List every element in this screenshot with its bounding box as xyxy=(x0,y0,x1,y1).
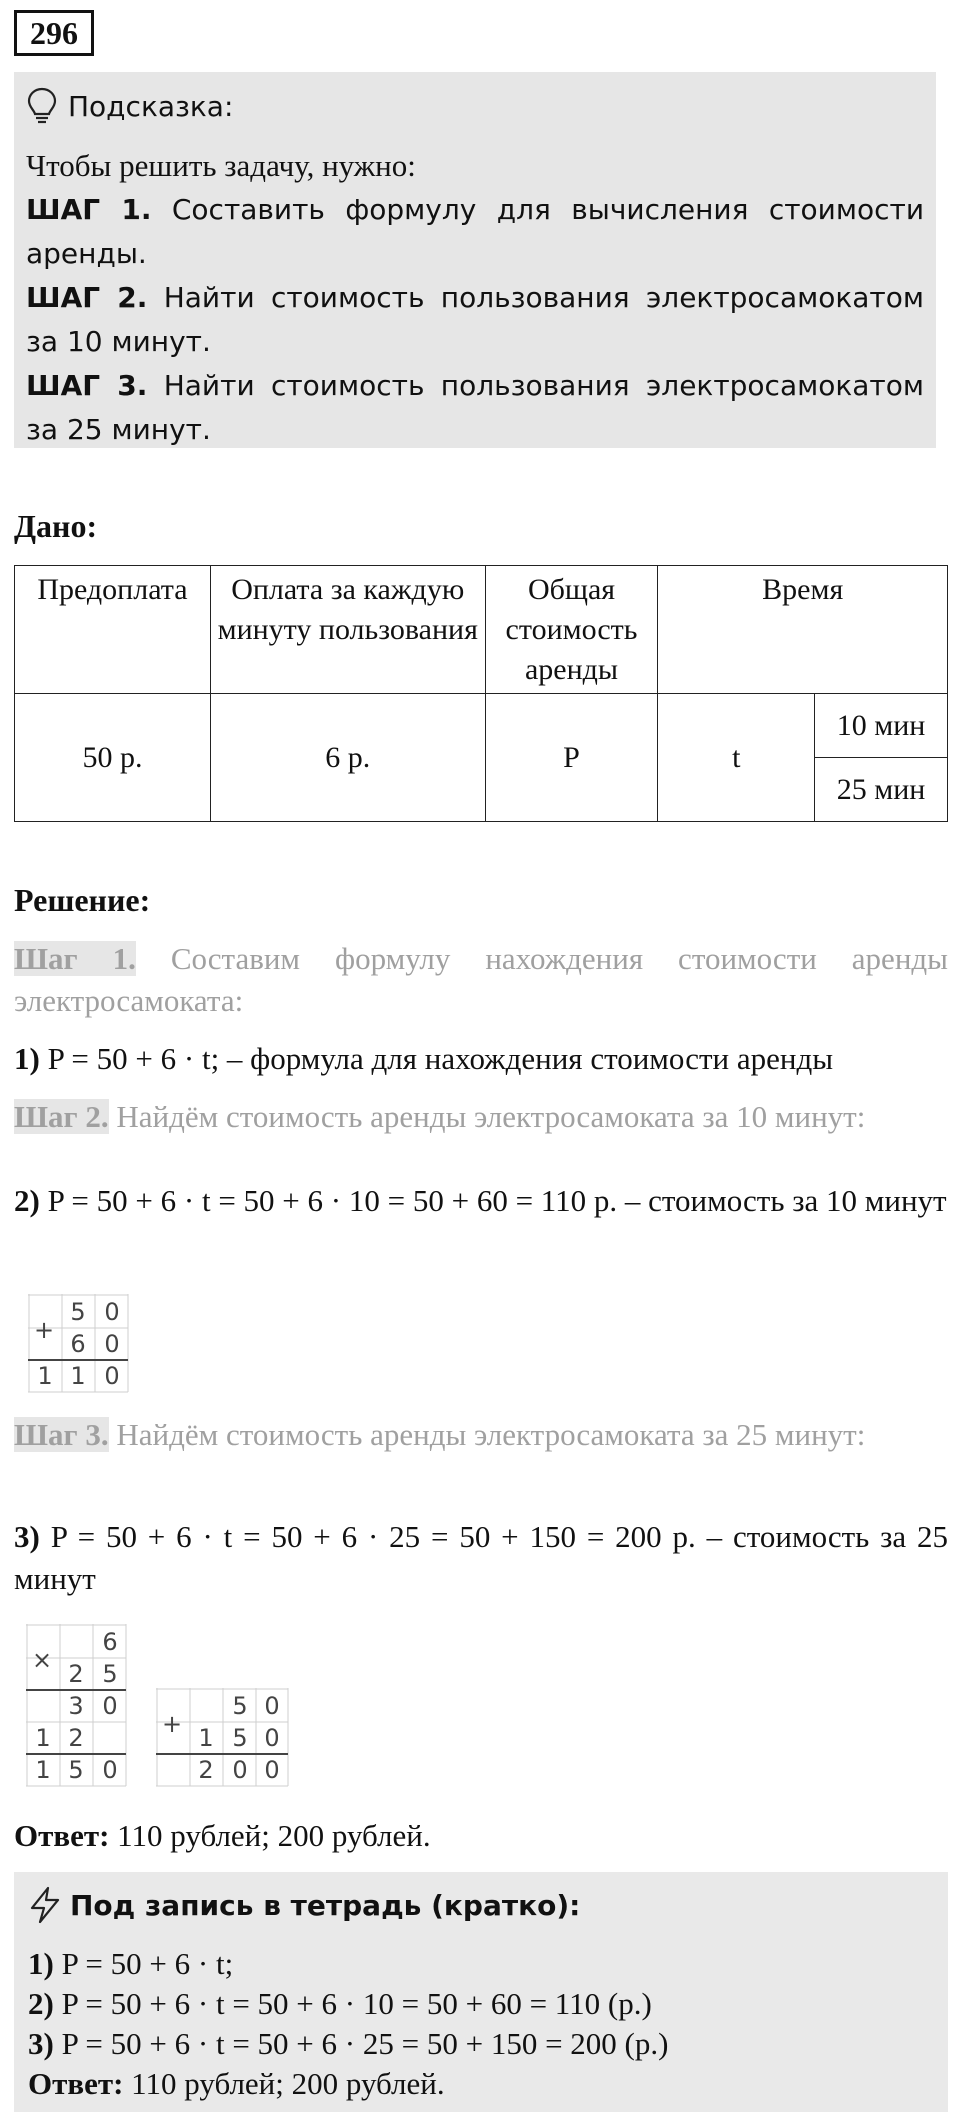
hint-step-label: ШАГ 1. xyxy=(26,193,152,226)
line-text: P = 50 + 6 · t = 50 + 6 · 10 = 50 + 60 = 110 р. – стоимость за 10 минут xyxy=(47,1183,947,1218)
calc-digit: 0 xyxy=(264,1724,280,1752)
notebook-title: Под запись в тетрадь (кратко): xyxy=(70,1888,581,1922)
calc-digit: 1 xyxy=(70,1362,86,1390)
calc-digit: 3 xyxy=(68,1692,84,1720)
calc-digit: 2 xyxy=(198,1756,214,1784)
solution-line-2 xyxy=(14,1180,948,1222)
line-number: 3) xyxy=(14,1519,40,1554)
answer-text: 110 рублей; 200 рублей. xyxy=(117,1818,431,1853)
notebook-line-1 xyxy=(28,1944,934,1984)
calc-digit: 2 xyxy=(68,1660,84,1688)
notebook-header xyxy=(28,1878,934,1932)
hint-step-text: Составить формулу для вычисления стоимости аренды. xyxy=(26,193,925,270)
notebook-box xyxy=(14,1872,948,2112)
line-text: P = 50 + 6 · t; – формула для нахождения стоимости аренды xyxy=(47,1041,834,1076)
answer-line xyxy=(14,1818,431,1854)
calc-sign: × xyxy=(31,1646,53,1674)
lightning-icon xyxy=(28,1886,62,1924)
hint-step-3 xyxy=(26,364,924,452)
given-table xyxy=(14,565,948,822)
lightbulb-icon xyxy=(26,87,58,125)
step-text: Найдём стоимость аренды электросамоката за 25 минут: xyxy=(116,1417,866,1452)
cell-time-10: 10 мин xyxy=(815,694,948,758)
step-label: Шаг 3. xyxy=(14,1417,109,1452)
task-number: 296 xyxy=(14,10,94,56)
hint-box xyxy=(14,72,936,448)
calc-digit: 0 xyxy=(102,1756,118,1784)
answer-text: 110 рублей; 200 рублей. xyxy=(131,2066,445,2101)
hint-title: Подсказка: xyxy=(68,89,234,123)
line-text: P = 50 + 6 · t = 50 + 6 · 25 = 50 + 150 = 200 (р.) xyxy=(61,2026,669,2061)
hint-step-label: ШАГ 3. xyxy=(26,369,148,402)
notebook-answer xyxy=(28,2064,934,2104)
calc-digit: 0 xyxy=(232,1756,248,1784)
answer-label: Ответ: xyxy=(28,2066,124,2101)
notebook-line-3 xyxy=(28,2024,934,2064)
step-label: Шаг 1. xyxy=(14,941,136,976)
solution-line-3 xyxy=(14,1516,948,1600)
step-label: Шаг 2. xyxy=(14,1099,109,1134)
calc-digit: 5 xyxy=(68,1756,84,1784)
calc-digit: 1 xyxy=(35,1756,51,1784)
calc-digit: 0 xyxy=(104,1330,120,1358)
answer-label: Ответ: xyxy=(14,1818,110,1853)
column-addition-2 xyxy=(156,1688,290,1795)
cell-time-25: 25 мин xyxy=(815,758,948,822)
line-number: 1) xyxy=(28,1946,54,1981)
column-multiplication xyxy=(26,1624,130,1795)
hint-intro: Чтобы решить задачу, нужно: xyxy=(26,148,416,183)
solution-step-2 xyxy=(14,1096,948,1138)
header-per-minute: Оплата за каждую минуту пользования xyxy=(210,566,485,694)
calc-sign: + xyxy=(33,1316,55,1344)
step-text: Найдём стоимость аренды электросамоката за 10 минут: xyxy=(116,1099,866,1134)
solution-line-1 xyxy=(14,1038,948,1080)
hint-step-label: ШАГ 2. xyxy=(26,281,148,314)
calc-digit: 0 xyxy=(102,1692,118,1720)
hint-header xyxy=(26,78,924,134)
header-prepayment: Предоплата xyxy=(15,566,211,694)
header-time: Время xyxy=(658,566,948,694)
step-text: Составим формулу нахождения стоимости аренды электросамоката: xyxy=(14,941,949,1018)
solution-step-1 xyxy=(14,938,948,1022)
calc-digit: 1 xyxy=(35,1724,51,1752)
calc-digit: 0 xyxy=(264,1756,280,1784)
hint-step-text: Найти стоимость пользования электросамокатом за 25 минут. xyxy=(26,369,925,446)
cell-per-minute: 6 р. xyxy=(210,694,485,822)
cell-total: P xyxy=(485,694,658,822)
calc-sign: + xyxy=(161,1710,183,1738)
cell-prepayment: 50 р. xyxy=(15,694,211,822)
calc-digit: 5 xyxy=(232,1724,248,1752)
calc-digit: 1 xyxy=(198,1724,214,1752)
line-number: 2) xyxy=(28,1986,54,2021)
column-addition-1 xyxy=(28,1294,132,1399)
calc-digit: 0 xyxy=(104,1362,120,1390)
cell-time-var: t xyxy=(658,694,815,822)
calc-digit: 5 xyxy=(70,1298,86,1326)
solution-heading: Решение: xyxy=(14,882,151,918)
hint-step-2 xyxy=(26,276,924,364)
line-text: P = 50 + 6 · t = 50 + 6 · 10 = 50 + 60 = 110 (р.) xyxy=(61,1986,652,2021)
solution-step-3 xyxy=(14,1414,948,1456)
hint-step-1 xyxy=(26,188,924,276)
given-heading: Дано: xyxy=(14,508,98,544)
calc-digit: 6 xyxy=(102,1628,118,1656)
line-number: 3) xyxy=(28,2026,54,2061)
line-number: 2) xyxy=(14,1183,40,1218)
hint-step-text: Найти стоимость пользования электросамокатом за 10 минут. xyxy=(26,281,925,358)
calc-digit: 5 xyxy=(232,1692,248,1720)
calc-digit: 6 xyxy=(70,1330,86,1358)
calc-digit: 2 xyxy=(68,1724,84,1752)
line-text: P = 50 + 6 · t; xyxy=(61,1946,234,1981)
line-number: 1) xyxy=(14,1041,40,1076)
notebook-line-2 xyxy=(28,1984,934,2024)
line-text: P = 50 + 6 · t = 50 + 6 · 25 = 50 + 150 = 200 р. – стоимость за 25 минут xyxy=(14,1519,949,1596)
calc-digit: 1 xyxy=(37,1362,53,1390)
calc-digit: 0 xyxy=(264,1692,280,1720)
header-total: Общая стоимость аренды xyxy=(485,566,658,694)
calc-digit: 5 xyxy=(102,1660,118,1688)
calc-digit: 0 xyxy=(104,1298,120,1326)
